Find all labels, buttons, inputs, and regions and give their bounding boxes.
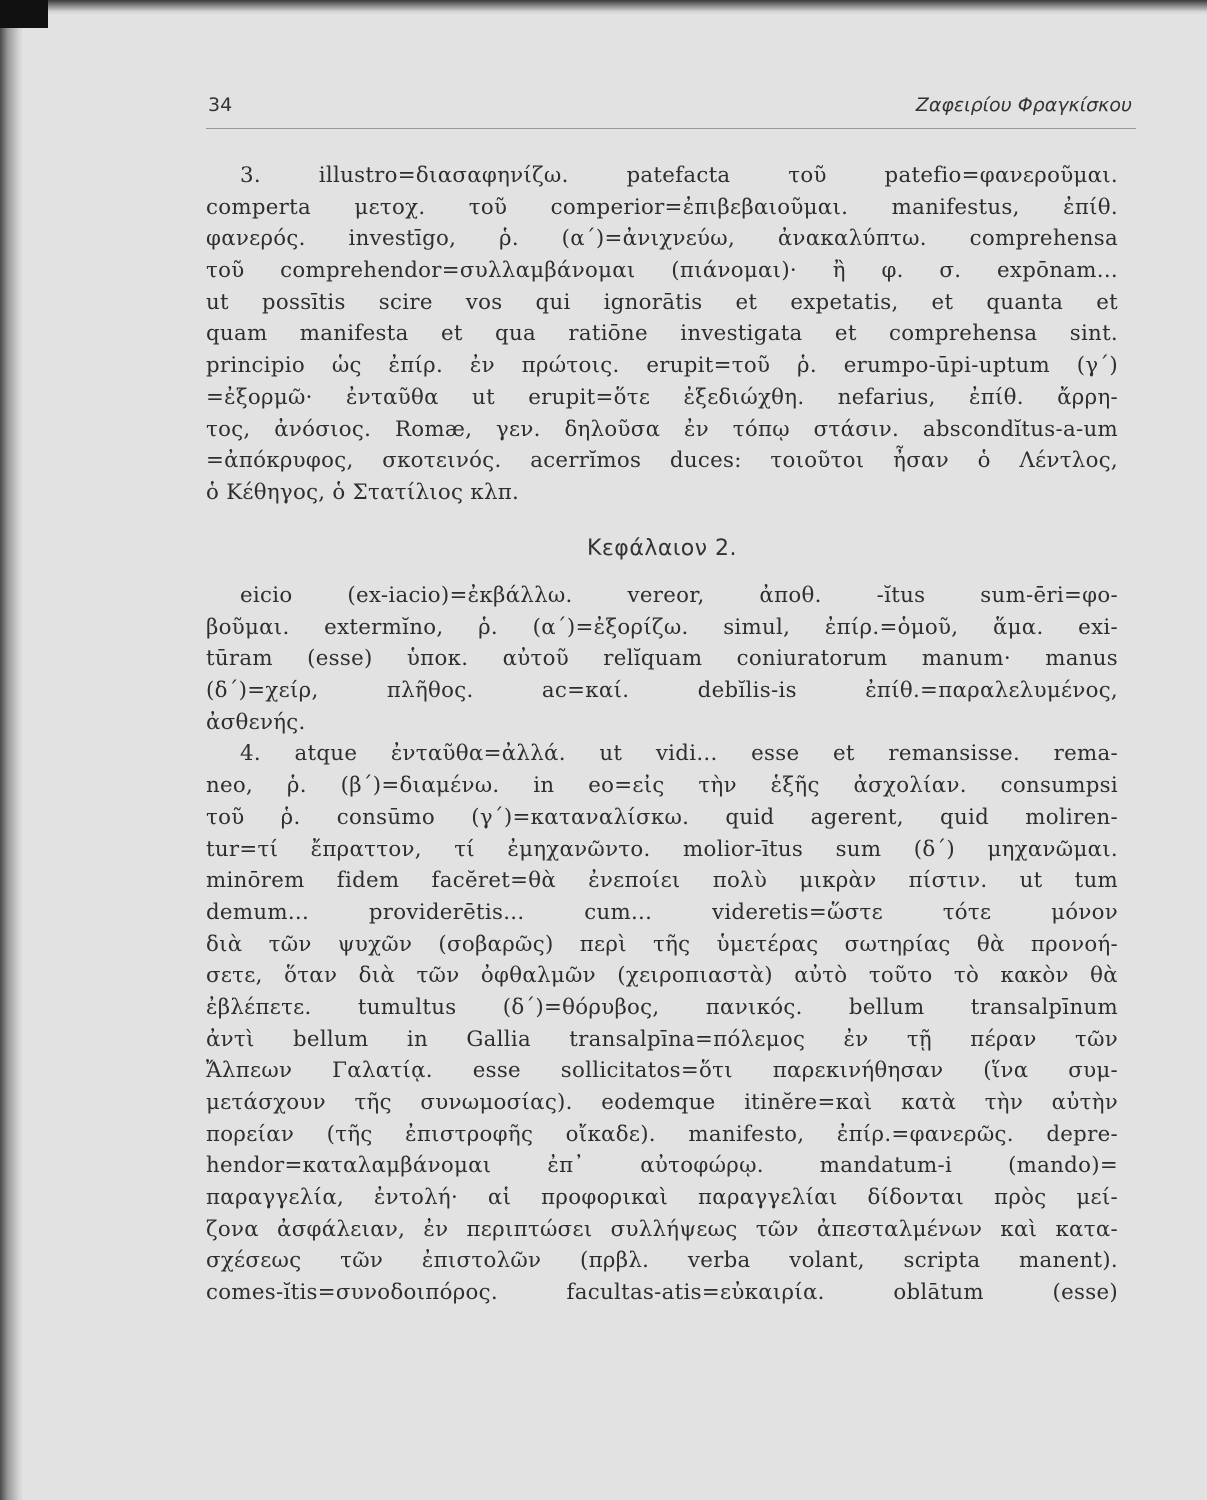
running-head: Ζαφειρίου Φραγκίσκου bbox=[915, 94, 1132, 116]
text-line: principio ὡς ἐπίρ. ἐν πρώτοις. erupit=τοῦ ῥ. erumpo-ūpi-uptum (γ΄) bbox=[206, 353, 1118, 379]
text-line: πορείαν (τῆς ἐπιστροφῆς οἴκαδε). manifesto, ἐπίρ.=φανερῶς. depre- bbox=[206, 1121, 1118, 1147]
text-line: comes-ĭtis=συνοδοιπόρος. facultas-atis=εὐκαιρία. oblātum (esse) bbox=[206, 1280, 1118, 1306]
text-line: (δ΄)=χείρ, πλῆθος. ac=καί. debĭlis-is ἐπίθ.=παραλελυμένος, bbox=[206, 678, 1118, 704]
text-line: παραγγελία, ἐντολή· αἱ προφορικαὶ παραγγελίαι δίδονται πρὸς μεί- bbox=[206, 1185, 1118, 1211]
page-header bbox=[206, 88, 1136, 129]
text-line: demum... providerētis... cum... videretis=ὥστε τότε μόνον bbox=[206, 899, 1118, 925]
text-line: σετε, ὅταν διὰ τῶν ὀφθαλμῶν (χειροπιαστὰ) αὐτὸ τοῦτο τὸ κακὸν θὰ bbox=[206, 963, 1118, 989]
text-line: σχέσεως τῶν ἐπιστολῶν (πρβλ. verba volant, scripta manent). bbox=[206, 1248, 1118, 1274]
text-line: eicio (ex-iacio)=ἐκβάλλω. vereor, ἀποθ. -ĭtus sum-ēri=φο- bbox=[240, 583, 1118, 608]
page-number: 34 bbox=[208, 94, 233, 116]
text-line: φανερός. investīgo, ῥ. (α΄)=ἀνιχνεύω, ἀνακαλύπτω. comprehensa bbox=[206, 226, 1118, 252]
text-line: =ἀπόκρυφος, σκοτεινός. acerrĭmos duces: τοιοῦτοι ἦσαν ὁ Λέντλος, bbox=[206, 448, 1118, 474]
text-line: μετάσχουν τῆς συνωμοσίας). eodemque itinĕre=καὶ κατὰ τὴν αὐτὴν bbox=[206, 1090, 1118, 1115]
text-line: ut possītis scire vos qui ignorātis et expetatis, et quanta et bbox=[206, 289, 1118, 315]
text-line: 4. atque ἐνταῦθα=ἀλλά. ut vidi... esse et remansisse. rema- bbox=[240, 741, 1118, 767]
text-line: βοῦμαι. extermĭno, ῥ. (α΄)=ἐξορίζω. simul, ἐπίρ.=ὁμοῦ, ἅμα. exi- bbox=[206, 614, 1118, 640]
text-line: hendor=καταλαμβάνομαι ἐπ᾽ αὐτοφώρῳ. mandatum-i (mando)= bbox=[206, 1153, 1118, 1179]
scan-corner-mark bbox=[0, 0, 48, 28]
text-line: quam manifesta et qua ratiōne investigata et comprehensa sint. bbox=[206, 321, 1118, 347]
chapter-heading: Κεφάλαιον 2. bbox=[586, 536, 738, 561]
text-line: Ἄλπεων Γαλατίᾳ. esse sollicitatos=ὅτι παρεκινήθησαν (ἵνα συμ- bbox=[206, 1058, 1118, 1084]
text-line: tur=τί ἔπραττον, τί ἐμηχανῶντο. molior-ītus sum (δ΄) μηχανῶμαι. bbox=[206, 836, 1118, 862]
section-2-text bbox=[206, 580, 1118, 1309]
text-line: tūram (esse) ὑποκ. αὐτοῦ relĭquam coniuratorum manum· manus bbox=[206, 646, 1118, 672]
text-line: =ἐξορμῶ· ἐνταῦθα ut erupit=ὅτε ἐξεδιώχθη. nefarius, ἐπίθ. ἄρρη- bbox=[206, 384, 1118, 410]
text-line: comperta μετοχ. τοῦ comperior=ἐπιβεβαιοῦμαι. manifestus, ἐπίθ. bbox=[206, 194, 1118, 220]
text-line: ἀσθενής. bbox=[206, 709, 306, 735]
text-line: 3. illustro=διασαφηνίζω. patefacta τοῦ patefio=φανεροῦμαι. bbox=[240, 163, 1118, 188]
text-line: ἀντὶ bellum in Gallia transalpīna=πόλεμος ἐν τῇ πέραν τῶν bbox=[206, 1026, 1118, 1052]
text-line: ὁ Κέθηγος, ὁ Στατίλιος κλπ. bbox=[206, 479, 520, 505]
scan-edge-left bbox=[0, 0, 20, 1500]
text-line: τοῦ ῥ. consūmo (γ΄)=καταναλίσκω. quid agerent, quid moliren- bbox=[206, 804, 1118, 830]
text-line: διὰ τῶν ψυχῶν (σοβαρῶς) περὶ τῆς ὑμετέρας σωτηρίας θὰ προνοή- bbox=[206, 931, 1118, 957]
text-line: τος, ἀνόσιος. Romæ, γεν. δηλοῦσα ἐν τόπῳ στάσιν. abscondĭtus-a-um bbox=[206, 416, 1118, 442]
text-line: ζονα ἀσφάλειαν, ἐν περιπτώσει συλλήψεως τῶν ἀπεσταλμένων καὶ κατα- bbox=[206, 1216, 1118, 1242]
section-1-text bbox=[206, 160, 1118, 509]
text-line: τοῦ comprehendor=συλλαμβάνομαι (πιάνομαι)· ἢ φ. σ. expōnam... bbox=[206, 258, 1118, 284]
text-line: neo, ῥ. (β΄)=διαμένω. in eo=εἰς τὴν ἑξῆς ἀσχολίαν. consumpsi bbox=[206, 773, 1118, 799]
scan-edge-top bbox=[0, 0, 1207, 12]
text-line: minōrem fidem facĕret=θὰ ἐνεποίει πολὺ μικρὰν πίστιν. ut tum bbox=[206, 868, 1118, 894]
text-line: ἐβλέπετε. tumultus (δ΄)=θόρυβος, πανικός. bellum transalpīnum bbox=[206, 994, 1118, 1020]
